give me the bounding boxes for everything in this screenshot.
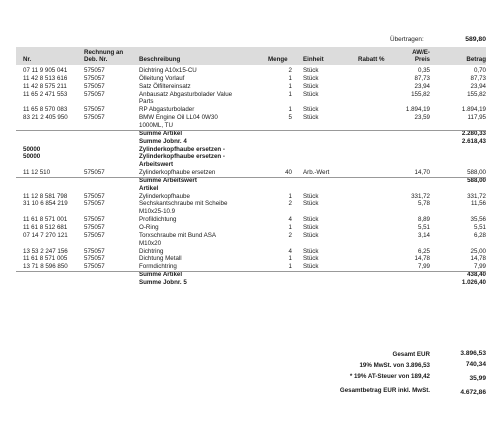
description: Formdichtring bbox=[139, 263, 177, 271]
item-number: 83 21 2 405 950 bbox=[23, 114, 68, 122]
debtor-number: 575057 bbox=[84, 169, 105, 177]
quantity: 1 bbox=[288, 224, 292, 231]
unit: Stück bbox=[303, 106, 319, 114]
unit: Stück bbox=[303, 192, 319, 200]
header-rechnung-an: Rechnung an bbox=[84, 49, 124, 56]
debtor-number: 575057 bbox=[84, 82, 105, 90]
summary-row bbox=[0, 272, 500, 280]
item-number: 11 12 8 581 798 bbox=[23, 192, 68, 200]
debtor-number: 575057 bbox=[84, 67, 105, 74]
amount: 0,70 bbox=[473, 67, 486, 74]
debtor-number: 575057 bbox=[84, 106, 105, 114]
quantity: 1 bbox=[288, 82, 292, 90]
item-number: 11 61 8 571 001 bbox=[23, 216, 68, 224]
quantity: 1 bbox=[288, 90, 292, 98]
unit: Stück bbox=[303, 67, 319, 74]
description: Summe Jobnr. 4 bbox=[139, 137, 187, 145]
total-label: 19% MwSt. von 3.896,53 bbox=[359, 362, 430, 369]
description: M10x20 bbox=[139, 239, 162, 247]
description: M10x25-10.9 bbox=[139, 208, 176, 216]
item-number: 07 11 9 905 041 bbox=[23, 67, 68, 74]
item-number: 50000 bbox=[23, 145, 41, 153]
description: Anbausatz Abgasturbolader Value bbox=[139, 90, 233, 98]
header-rabatt: Rabatt % bbox=[358, 56, 385, 63]
header-deb-nr: Deb. Nr. bbox=[84, 56, 108, 63]
unit-price: 7,99 bbox=[417, 263, 430, 271]
debtor-number: 575057 bbox=[84, 247, 105, 255]
amount: 11,56 bbox=[470, 200, 486, 208]
header-einheit: Einheit bbox=[303, 56, 324, 63]
amount: 438,40 bbox=[467, 271, 486, 279]
description: Satz Ölfiltereinsatz bbox=[139, 82, 191, 90]
debtor-number: 575057 bbox=[84, 90, 105, 98]
header-nr: Nr. bbox=[23, 56, 32, 63]
unit: Stück bbox=[303, 74, 319, 82]
quantity: 2 bbox=[288, 231, 292, 239]
quantity: 4 bbox=[288, 247, 292, 255]
description: BMW Engine Oil LL04 0W30 bbox=[139, 114, 218, 122]
amount: 35,56 bbox=[470, 216, 486, 224]
description: Dichtring A10x15-CU bbox=[139, 67, 197, 74]
amount: 7,99 bbox=[473, 263, 486, 271]
description: Dichtring bbox=[139, 247, 164, 255]
item-number: 11 61 8 571 005 bbox=[23, 255, 68, 263]
unit: Stück bbox=[303, 231, 319, 239]
item-number: 50000 bbox=[23, 153, 41, 161]
description: Profildichtung bbox=[139, 216, 177, 224]
debtor-number: 575057 bbox=[84, 114, 105, 122]
unit-price: 155,82 bbox=[411, 90, 430, 98]
header-betrag: Betrag bbox=[466, 56, 486, 63]
unit-price: 5,51 bbox=[417, 224, 430, 231]
summary-row bbox=[0, 178, 500, 186]
item-number: 11 61 8 512 681 bbox=[23, 224, 68, 231]
unit: Stück bbox=[303, 263, 319, 271]
amount: 1.026,40 bbox=[461, 278, 486, 286]
description: Zylinderkopfhaube ersetzen - bbox=[139, 145, 225, 153]
debtor-number: 575057 bbox=[84, 224, 105, 231]
divider bbox=[16, 271, 486, 272]
description: Arbeitswert bbox=[139, 161, 174, 169]
amount: 2.280,33 bbox=[461, 129, 486, 137]
unit-price: 6,25 bbox=[417, 247, 430, 255]
description: Zylinderkopfhaube ersetzen - bbox=[139, 153, 225, 161]
amount: 588,00 bbox=[467, 169, 486, 177]
unit-price: 87,73 bbox=[414, 74, 430, 82]
unit-price: 14,70 bbox=[414, 169, 430, 177]
amount: 23,94 bbox=[470, 82, 486, 90]
unit: Stück bbox=[303, 90, 319, 98]
amount: 25,00 bbox=[470, 247, 486, 255]
total-label: Gesamt EUR bbox=[392, 351, 430, 358]
unit-price: 8,89 bbox=[417, 216, 430, 224]
description: Dichtung Metall bbox=[139, 255, 182, 263]
unit: Stück bbox=[303, 247, 319, 255]
item-number: 13 71 8 596 850 bbox=[23, 263, 68, 271]
unit: Stück bbox=[303, 216, 319, 224]
debtor-number: 575057 bbox=[84, 255, 105, 263]
quantity: 1 bbox=[288, 263, 292, 271]
debtor-number: 575057 bbox=[84, 200, 105, 208]
table-row bbox=[0, 201, 500, 209]
debtor-number: 575057 bbox=[84, 74, 105, 82]
description: Summe Arbeitswert bbox=[139, 176, 197, 184]
item-number: 11 42 8 575 211 bbox=[23, 82, 67, 90]
header-menge: Menge bbox=[268, 56, 288, 63]
amount: 331,72 bbox=[467, 192, 486, 200]
unit: Arb.-Wert bbox=[303, 169, 330, 177]
amount: 588,00 bbox=[467, 176, 486, 184]
header-awe: AW/E- bbox=[412, 49, 430, 56]
item-number: 11 42 8 513 616 bbox=[23, 74, 68, 82]
total-value: 740,34 bbox=[465, 361, 486, 368]
amount: 155,82 bbox=[467, 90, 486, 98]
description: Summe Jobnr. 5 bbox=[139, 278, 187, 286]
unit: Stück bbox=[303, 114, 319, 122]
quantity: 2 bbox=[288, 200, 292, 208]
item-number: 07 14 7 270 121 bbox=[23, 231, 68, 239]
debtor-number: 575057 bbox=[84, 216, 105, 224]
amount: 6,28 bbox=[473, 231, 486, 239]
item-number: 31 10 6 854 219 bbox=[23, 200, 68, 208]
unit-price: 3,14 bbox=[417, 231, 430, 239]
item-number: 11 65 2 471 553 bbox=[23, 90, 68, 98]
divider bbox=[16, 130, 486, 131]
amount: 87,73 bbox=[470, 74, 486, 82]
quantity: 5 bbox=[288, 114, 292, 122]
amount: 117,95 bbox=[467, 114, 486, 122]
quantity: 1 bbox=[288, 106, 292, 114]
total-value: 3.896,53 bbox=[460, 350, 486, 357]
summary-row bbox=[0, 147, 500, 155]
description: Artikel bbox=[139, 184, 159, 192]
unit: Stück bbox=[303, 200, 319, 208]
quantity: 1 bbox=[288, 74, 292, 82]
description: Summe Artikel bbox=[139, 129, 183, 137]
total-label: * 19% AT-Steuer von 189,42 bbox=[349, 373, 430, 380]
debtor-number: 575057 bbox=[84, 192, 105, 200]
table-row bbox=[0, 233, 500, 241]
item-number: 11 65 8 570 083 bbox=[23, 106, 68, 114]
description: Torxschraube mit Bund ASA bbox=[139, 231, 217, 239]
debtor-number: 575057 bbox=[84, 263, 105, 271]
unit: Stück bbox=[303, 82, 319, 90]
header-preis: Preis bbox=[414, 56, 430, 63]
amount: 14,78 bbox=[470, 255, 486, 263]
description: Zylinderkopfhaube bbox=[139, 192, 190, 200]
amount: 1.894,19 bbox=[461, 106, 486, 114]
summary-row bbox=[0, 280, 500, 288]
unit-price: 23,59 bbox=[414, 114, 430, 122]
divider bbox=[16, 177, 486, 178]
amount: 5,51 bbox=[473, 224, 486, 231]
carry-over-label: Übertragen: bbox=[390, 36, 424, 43]
summary-row bbox=[0, 154, 500, 162]
quantity: 4 bbox=[288, 216, 292, 224]
summary-row bbox=[0, 131, 500, 139]
header-beschreibung: Beschreibung bbox=[139, 56, 181, 63]
description: 1000ML, TU bbox=[139, 121, 173, 129]
amount: 2.618,43 bbox=[461, 137, 486, 145]
unit-price: 331,72 bbox=[411, 192, 430, 200]
description: O-Ring bbox=[139, 224, 159, 231]
total-label: Gesamtbetrag EUR inkl. MwSt. bbox=[339, 387, 430, 394]
unit: Stück bbox=[303, 224, 319, 231]
description: Sechskantschraube mit Scheibe bbox=[139, 200, 228, 208]
unit: Stück bbox=[303, 255, 319, 263]
unit-price: 23,94 bbox=[414, 82, 430, 90]
table-row bbox=[0, 92, 500, 100]
unit-price: 5,78 bbox=[417, 200, 430, 208]
quantity: 2 bbox=[288, 67, 292, 74]
description: RP Abgasturbolader bbox=[139, 106, 195, 114]
item-number: 13 53 2 247 156 bbox=[23, 247, 68, 255]
unit-price: 0,35 bbox=[417, 67, 430, 74]
description: Ölleitung Vorlauf bbox=[139, 74, 185, 82]
summary-row bbox=[0, 139, 500, 147]
unit-price: 1.894,19 bbox=[405, 106, 430, 114]
item-number: 11 12 510 bbox=[23, 169, 51, 177]
total-value: 4.672,86 bbox=[460, 389, 486, 396]
description: Parts bbox=[139, 98, 154, 106]
total-value: 35,99 bbox=[469, 375, 486, 382]
carry-over-value: 589,80 bbox=[465, 36, 486, 43]
quantity: 1 bbox=[288, 192, 292, 200]
unit-price: 14,78 bbox=[414, 255, 430, 263]
table-row bbox=[0, 115, 500, 123]
description: Zylinderkopfhaube ersetzen bbox=[139, 169, 216, 177]
quantity: 40 bbox=[285, 169, 292, 177]
quantity: 1 bbox=[288, 255, 292, 263]
description: Summe Artikel bbox=[139, 271, 183, 279]
debtor-number: 575057 bbox=[84, 231, 105, 239]
